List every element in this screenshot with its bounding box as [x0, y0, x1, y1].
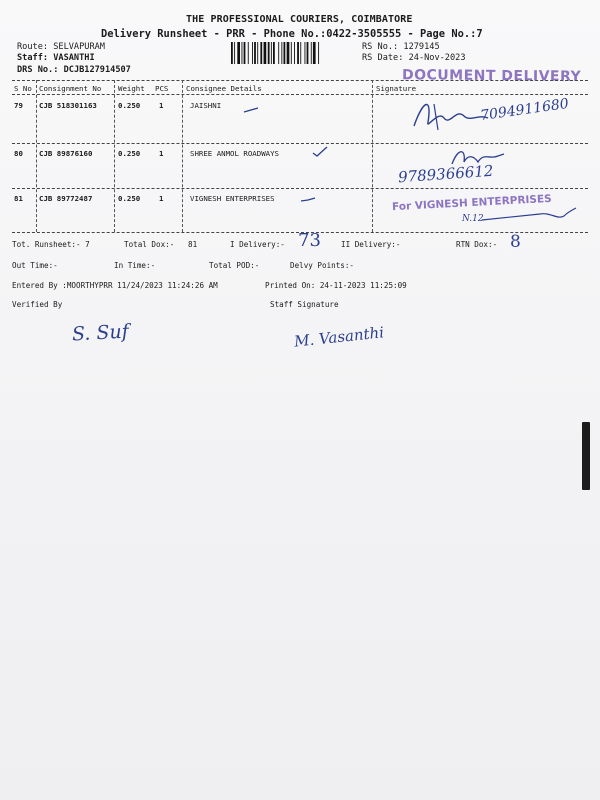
- document-delivery-stamp: DOCUMENT DELIVERY: [401, 67, 582, 85]
- rs-date-label: RS Date:: [362, 53, 404, 63]
- tick-mark-icon: [312, 146, 328, 158]
- tot-runsheet: Tot. Runsheet:- 7: [12, 240, 90, 249]
- rtn-dox-value: 8: [510, 232, 521, 252]
- tot-runsheet-value: 7: [85, 240, 90, 249]
- rs-no-label: RS No.:: [362, 42, 399, 52]
- runsheet-subtitle: Delivery Runsheet - PRR - Phone No.:0422-3505555 - Page No.:7: [101, 28, 483, 40]
- row1-pcs: 1: [159, 101, 164, 110]
- scan-edge-mark: [582, 422, 590, 490]
- row1-consignee: JAISHNI: [190, 101, 222, 110]
- row-rule-2: [12, 188, 588, 189]
- route-value: SELVAPURAM: [53, 42, 105, 52]
- staff-line: [17, 53, 95, 63]
- staff-value: VASANTHI: [53, 53, 95, 63]
- tick-mark-icon: [243, 107, 259, 115]
- row3-signature-scrawl: N.12: [462, 214, 484, 224]
- col-header-pcs: PCS: [155, 84, 169, 93]
- drs-label: DRS No.:: [17, 65, 59, 75]
- company-title: THE PROFESSIONAL COURIERS, COIMBATORE: [186, 14, 413, 25]
- row2-weight: 0.250: [118, 149, 141, 158]
- col-header-signature: Signature: [376, 84, 417, 93]
- row1-weight: 0.250: [118, 101, 141, 110]
- col-divider-3: [182, 80, 183, 232]
- staff-signature: M. Vasanthi: [293, 323, 385, 351]
- rtn-dox: RTN Dox:-: [456, 240, 498, 249]
- i-delivery-value: 73: [298, 230, 321, 251]
- col-header-consignment: Consignment No: [39, 84, 102, 93]
- table-top-rule: [12, 80, 588, 81]
- row2-consignment: CJB 89876160: [39, 149, 93, 158]
- row2-sno: 80: [14, 149, 23, 158]
- rs-no-value: 1279145: [403, 42, 440, 52]
- barcode-icon: [230, 42, 352, 64]
- row1-phone: 7094911680: [479, 95, 570, 125]
- drs-value: DCJB127914507: [63, 65, 131, 75]
- rs-date-value: 24-Nov-2023: [408, 53, 466, 63]
- row3-consignment: CJB 89772487: [39, 194, 93, 203]
- row3-weight: 0.250: [118, 194, 141, 203]
- row2-consignee: SHREE ANMOL ROADWAYS: [190, 149, 279, 158]
- col-divider-4: [372, 80, 373, 232]
- row1-consignment: CJB 518301163: [39, 101, 97, 110]
- col-header-consignee: Consignee Details: [186, 84, 262, 93]
- row1-sno: 79: [14, 101, 23, 110]
- row2-phone: 9789366612: [397, 161, 494, 187]
- staff-label: Staff:: [17, 53, 49, 63]
- out-time: Out Time:-: [12, 261, 58, 270]
- entered-by: Entered By :MOORTHYPRR 11/24/2023 11:24:26 AM: [12, 281, 218, 290]
- row3-sno: 81: [14, 194, 23, 203]
- row2-pcs: 1: [159, 149, 164, 158]
- total-pod: Total POD:-: [209, 261, 260, 270]
- printed-on: Printed On: 24-11-2023 11:25:09: [265, 281, 407, 290]
- delvy-points: Delvy Points:-: [290, 261, 355, 270]
- staff-signature-label: Staff Signature: [270, 300, 339, 309]
- row3-pcs: 1: [159, 194, 164, 203]
- rs-date-line: [362, 53, 466, 63]
- verified-signature: S. Suf: [71, 320, 130, 346]
- in-time: In Time:-: [114, 261, 156, 270]
- rs-no-line: [362, 42, 440, 52]
- col-header-weight: Weight: [118, 84, 145, 93]
- col-divider-1: [36, 80, 37, 232]
- row3-signature-stroke: [480, 206, 580, 224]
- total-dox: Total Dox:- 81: [124, 240, 198, 249]
- route-label: Route:: [17, 42, 49, 52]
- row-rule-1: [12, 143, 588, 144]
- drs-line: [17, 65, 131, 75]
- col-divider-2: [114, 80, 115, 232]
- ii-delivery: II Delivery:-: [341, 240, 401, 249]
- i-delivery: I Delivery:-: [230, 240, 285, 249]
- verified-by-label: Verified By: [12, 300, 63, 309]
- tick-mark-icon: [300, 196, 316, 204]
- total-dox-value: 81: [188, 240, 198, 249]
- route-line: [17, 42, 105, 52]
- col-header-sno: S No: [14, 84, 32, 93]
- vignesh-enterprises-stamp: For VIGNESH ENTERPRISES: [391, 192, 552, 214]
- row3-consignee: VIGNESH ENTERPRISES: [190, 194, 275, 203]
- table-header-rule: [12, 94, 588, 95]
